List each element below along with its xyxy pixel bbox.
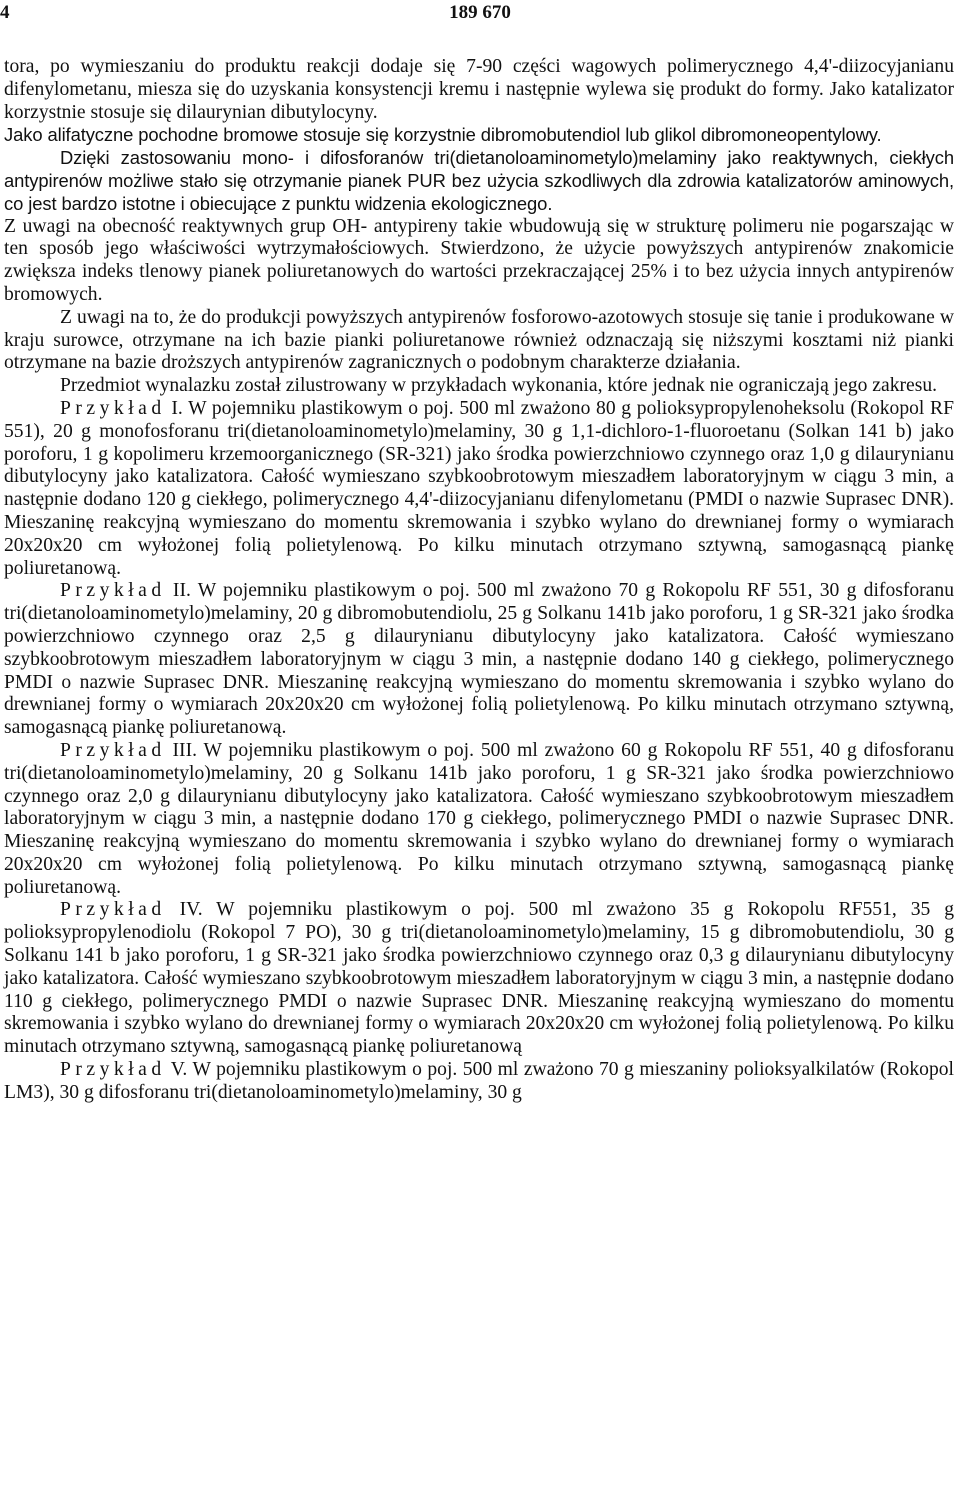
paragraph-text: Z uwagi na obecność reaktywnych grup OH- antypireny takie wbudowują się w strukturę polimeru nie pogarszając w ten sposób jego właściwości wytrzymałościowych. Stwierdzono, że użycie powyższych antypirenów znakomicie zwiększa indeks tlenowy pianek poliuretanowych do wartości przekraczającej 25% i to bez użycia innych antypirenów bromowych. — [4, 215, 954, 305]
paragraph-text: Przedmiot wynalazku został zilustrowany w przykładach wykonania, które jednak nie ograniczają jego zakresu. — [60, 375, 938, 397]
example-label: Przykład — [60, 899, 166, 921]
example-paragraph — [4, 580, 954, 740]
page-number: 4 — [0, 2, 10, 23]
paragraph-text: Z uwagi na to, że do produkcji powyższych antypirenów fosforowo-azotowych stosuje się tanie i produkowane w kraju surowce, otrzymane na ich bazie pianki poliuretanowe również odznaczają się niższymi kosztami niż pianki otrzymane na bazie droższych antypirenów zagranicznych o podobnym charakterze działania. — [4, 306, 954, 374]
example-paragraph — [4, 1059, 954, 1105]
page-header — [0, 0, 960, 30]
paragraph-text: III. W pojemniku plastikowym o poj. 500 ml zważono 60 g Rokopolu RF 551, 40 g difosforanu tri(dietanoloaminometylo)melaminy, 20 g Solkanu 141b jako poroforu, 1 g SR-321 jako środka powierzchniowo czynnego oraz 2,0 g dilaurynianu dibutylocyny jako katalizatora. Całość wymieszano szybkoobrotowym mieszadłem laboratoryjnym w ciągu 3 min, a następnie dodano 170 g ciekłego, polimerycznego PMDI o nazwie Suprasec DNR. Mieszaninę reakcyjną wymieszano do momentu skremowania i szybko wylano do drewnianej formy o wymiarach 20x20x20 cm wyłożonej folią polietylenową. Po kilku minutach otrzymano sztywną, samogasnącą piankę poliuretanową. — [4, 739, 954, 898]
example-label: Przykład — [60, 397, 166, 419]
paragraph — [4, 375, 954, 398]
paragraph-text: II. W pojemniku plastikowym o poj. 500 ml zważono 70 g Rokopolu RF 551, 30 g difosforanu tri(dietanoloaminometylo)melaminy, 20 g dibromobutendiolu, 25 g Solkanu 141b jako poroforu, 1 g SR-321 jako środka powierzchniowo czynnego oraz 2,5 g dilaurynianu dibutylocyny jako katalizatora. Całość wymieszano szybkoobrotowym mieszadłem laboratoryjnym w ciągu 3 min, a następnie dodano 140 g ciekłego, polimerycznego PMDI o nazwie Suprasec DNR. Mieszaninę reakcyjną wymieszano do momentu skremowania i szybko wylano do drewnianej formy o wymiarach 20x20x20 cm wyłożonej folią polietylenową. Po kilku minutach otrzymano sztywną, samogasnącą piankę poliuretanową. — [4, 580, 954, 739]
example-paragraph — [4, 740, 954, 900]
paragraph-text: I. W pojemniku plastikowym o poj. 500 ml zważono 80 g polioksypropylenoheksolu (Rokopol RF 551), 20 g monofosforanu tri(dietanoloaminometylo)melaminy, 30 g 1,1-dichloro-1-fluoroetanu (Solkan 141 b) jako poroforu, 1 g kopolimeru krzemoorganicznego (SR-321) jako środka powierzchniowo czynnego oraz 1,0 g dilaurynianu dibutylocyny jako katalizatora. Całość wymieszano szybkoobrotowym mieszadłem laboratoryjnym w ciągu 3 min, a następnie dodano 120 g ciekłego, polimerycznego 4,4'-diizocyjanianu difenylometanu (PMDI o nazwie Suprasec DNR). Mieszaninę reakcyjną wymieszano do momentu skremowania i szybko wylano do drewnianej formy o wymiarach 20x20x20 cm wyłożonej folią polietylenową. Po kilku minutach otrzymano sztywną, samogasnącą piankę poliuretanową. — [4, 397, 954, 579]
paragraph-text: Dzięki zastosowaniu mono- i difosforanów tri(dietanoloaminometylo)melaminy jako reaktywnych, ciekłych antypirenów możliwe stało się otrzymanie pianek PUR bez użycia szkodliwych dla zdrowia katalizatorów aminowych, co jest bardzo istotne i obiecujące z punktu widzenia ekologicznego. — [4, 147, 954, 214]
paragraph — [4, 56, 954, 124]
example-label: Przykład — [60, 580, 166, 602]
example-paragraph — [4, 398, 954, 580]
paragraph — [4, 216, 954, 307]
paragraph — [4, 307, 954, 375]
example-label: Przykład — [60, 739, 166, 761]
paragraph-text: IV. W pojemniku plastikowym o poj. 500 ml zważono 35 g Rokopolu RF551, 35 g polioksypropylenodiolu (Rokopol 7 PO), 30 g tri(dietanoloaminometylo)melaminy, 15 g dibromobutendiolu, 30 g Solkanu 141 b jako poroforu, 1 g SR-321 jako środka powierzchniowo czynnego oraz 0,3 g dilaurynianu dibutylocyny jako katalizatora. Całość wymieszano szybkoobrotowym mieszadłem laboratoryjnym w ciągu 3 min, a następnie dodano 110 g ciekłego, polimerycznego PMDI o nazwie Suprasec DNR. Mieszaninę reakcyjną wymieszano do momentu skremowania i szybko wylano do drewnianej formy o wymiarach 20x20x20 cm wyłożonej folią polietylenową. Po kilku minutach otrzymano sztywną, samogasnącą piankę poliuretanową — [4, 899, 954, 1058]
paragraph — [4, 147, 954, 215]
paragraph-text: tora, po wymieszaniu do produktu reakcji dodaje się 7-90 części wagowych polimerycznego 4,4'-diizocyjanianu difenylometanu, miesza się do uzyskania konsystencji kremu i następnie wylewa się produkt do formy. Jako katalizator korzystnie stosuje się dilaurynian dibutylocyny. — [4, 56, 954, 123]
paragraph-text: Jako alifatyczne pochodne bromowe stosuje się korzystnie dibromobutendiol lub glikol dibromoneopentylowy. — [4, 124, 882, 146]
patent-number: 189 670 — [449, 2, 511, 23]
paragraph — [4, 124, 954, 147]
paragraph-text: V. W pojemniku plastikowym o poj. 500 ml zważono 70 g mieszaniny polioksyalkilatów (Rokopol LM3), 30 g difosforanu tri(dietanoloaminometylo)melaminy, 30 g — [4, 1059, 954, 1103]
example-label: Przykład — [60, 1059, 166, 1081]
document-body — [4, 56, 954, 1105]
example-paragraph — [4, 899, 954, 1059]
